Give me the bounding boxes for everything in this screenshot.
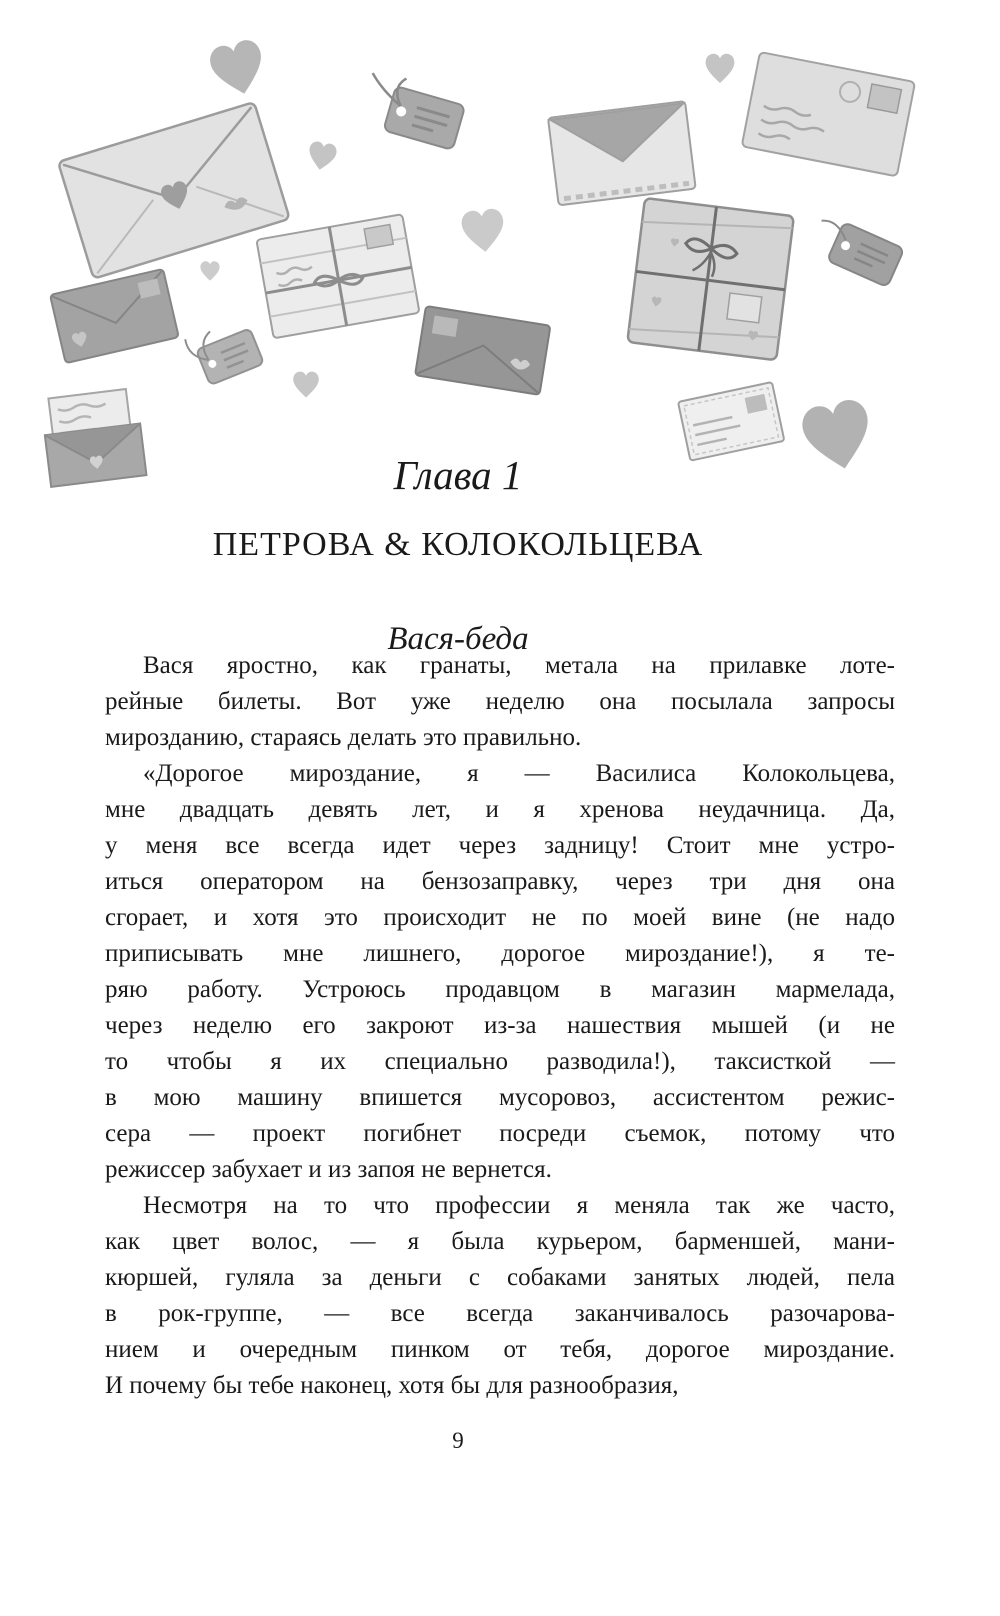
paragraph bbox=[105, 648, 895, 756]
text-line: нием и очередным пинком от тебя, дорогое мироздание. bbox=[105, 1336, 895, 1363]
section-title: Вася-беда bbox=[387, 621, 529, 657]
text-line: рейные билеты. Вот уже неделю она посылала запросы bbox=[105, 688, 895, 715]
text-line: мирозданию, стараясь делать это правильно. bbox=[105, 724, 582, 751]
heart-icon bbox=[207, 37, 269, 100]
text-line: в мою машину впишется мусоровоз, ассистентом режис- bbox=[105, 1084, 895, 1111]
text-line: иться оператором на бензозаправку, через три дня она bbox=[105, 868, 895, 895]
text-line: как цвет волос, — я была курьером, барменшей, мани- bbox=[105, 1228, 895, 1255]
gift-tag-icon bbox=[358, 69, 468, 150]
text-line: то чтобы я их специально разводила!), таксисткой — bbox=[105, 1048, 895, 1075]
text-line: И почему бы тебе наконец, хотя бы для разнообразия, bbox=[105, 1372, 679, 1399]
gift-tag-icon bbox=[185, 315, 264, 387]
heart-icon bbox=[293, 372, 319, 398]
gift-tag-icon bbox=[808, 213, 905, 287]
letter-bundle-icon bbox=[256, 214, 419, 338]
envelope-icon bbox=[415, 306, 550, 395]
text-line: «Дорогое мироздание, я — Василиса Колокольцева, bbox=[143, 760, 895, 787]
heart-icon bbox=[706, 54, 735, 83]
parcel-icon bbox=[627, 198, 794, 360]
text-line: у меня все всегда идет через задницу! Стоит мне устро- bbox=[105, 832, 895, 859]
text-line: кюршей, гуляла за деньги с собаками занятых людей, пела bbox=[105, 1264, 895, 1291]
text-line: сера — проект погибнет посреди съемок, потому что bbox=[105, 1120, 895, 1147]
envelope-icon bbox=[58, 102, 290, 279]
text-line: мне двадцать девять лет, и я хренова неудачница. Да, bbox=[105, 796, 895, 823]
text-line: ряю работу. Устроюсь продавцом в магазин мармелада, bbox=[105, 976, 895, 1003]
decor-svg bbox=[0, 0, 1000, 500]
text-line: Вася яростно, как гранаты, метала на прилавке лоте- bbox=[143, 652, 895, 679]
envelope-icon bbox=[548, 101, 696, 205]
body-text bbox=[105, 648, 895, 1404]
paragraph bbox=[105, 1188, 895, 1404]
paragraph bbox=[105, 756, 895, 1188]
chapter-name: ПЕТРОВА & КОЛОКОЛЬЦЕВА bbox=[212, 526, 704, 564]
postcard-icon bbox=[678, 382, 784, 461]
text-line: Несмотря на то что профессии я меняла так же часто, bbox=[143, 1192, 895, 1219]
envelope-icon bbox=[742, 52, 915, 176]
decorative-illustrations bbox=[0, 0, 1000, 500]
heart-icon bbox=[460, 208, 506, 254]
chapter-title: Глава 1 bbox=[393, 452, 523, 499]
text-line: через неделю его закроют из-за нашествия мышей (и не bbox=[105, 1012, 895, 1039]
page-number: 9 bbox=[452, 1428, 464, 1453]
text-line: сгорает, и хотя это происходит не по моей вине (не надо bbox=[105, 904, 895, 931]
text-line: режиссер забухает и из запоя не вернется. bbox=[105, 1156, 552, 1183]
text-line: в рок-группе, — все всегда заканчивалось разочарова- bbox=[105, 1300, 895, 1327]
heart-icon bbox=[306, 140, 338, 172]
heart-icon bbox=[200, 261, 219, 280]
text-line: приписывать мне лишнего, дорогое мироздание!), я те- bbox=[105, 940, 895, 967]
envelope-icon bbox=[50, 269, 179, 363]
